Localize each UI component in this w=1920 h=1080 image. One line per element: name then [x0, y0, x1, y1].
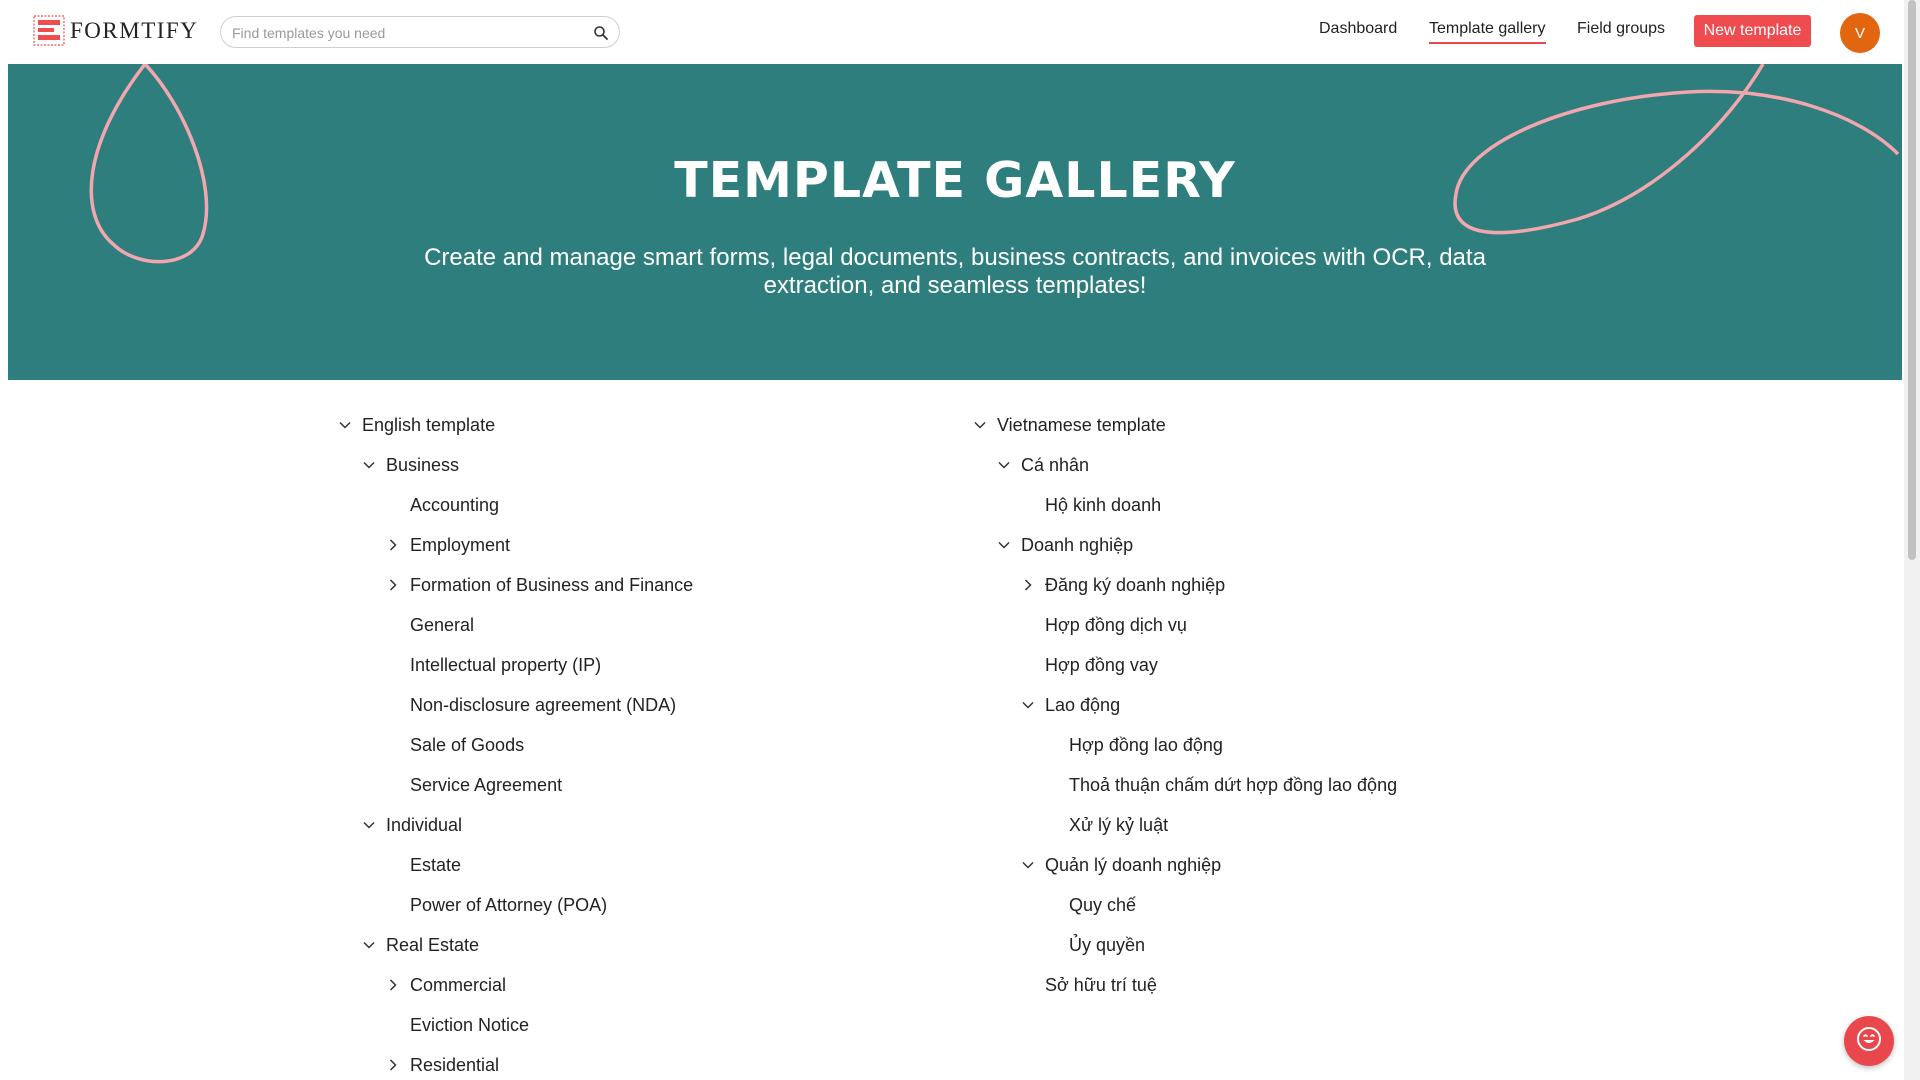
tree-item-power-of-attorney-poa[interactable]	[386, 891, 607, 919]
chevron-down-icon[interactable]	[338, 418, 352, 432]
tree-item-label: Power of Attorney (POA)	[410, 894, 608, 915]
chevron-down-icon[interactable]	[1021, 858, 1035, 872]
tree-item-label: Accounting	[410, 494, 500, 515]
tree-spacer	[1021, 658, 1035, 672]
tree-item-so-huu-tri-tue[interactable]	[1021, 971, 1157, 999]
tree-item-label: Quy chế	[1069, 894, 1137, 915]
tree-item-label: General	[410, 614, 475, 635]
tree-item-eviction-notice[interactable]	[386, 1011, 529, 1039]
tree-spacer	[1045, 818, 1059, 832]
tree-item-vietnamese-template[interactable]	[973, 411, 1166, 439]
tree-item-label: English template	[362, 414, 496, 435]
search-icon[interactable]	[593, 25, 609, 41]
tree-spacer	[386, 1018, 400, 1032]
tree-spacer	[386, 498, 400, 512]
chevron-right-icon[interactable]	[386, 538, 400, 552]
tree-item-label: Service Agreement	[410, 774, 563, 795]
tree-item-label: Hợp đồng vay	[1045, 654, 1158, 675]
tree-item-ho-kinh-doanh[interactable]	[1021, 491, 1161, 519]
tree-spacer	[386, 698, 400, 712]
tree-item-estate[interactable]	[386, 851, 461, 879]
tree-item-formation-of-business-and-finance[interactable]	[386, 571, 693, 599]
app-logo[interactable]	[33, 15, 198, 46]
tree-spacer	[1021, 618, 1035, 632]
tree-item-label: Sở hữu trí tuệ	[1045, 974, 1157, 995]
tree-spacer	[1045, 938, 1059, 952]
tree-item-general[interactable]	[386, 611, 474, 639]
tree-item-label: Individual	[386, 814, 463, 835]
tree-item-quy-che[interactable]	[1045, 891, 1136, 919]
tree-item-uy-quyen[interactable]	[1045, 931, 1145, 959]
new-template-button[interactable]: New template	[1694, 15, 1811, 47]
tree-item-label: Estate	[410, 854, 462, 875]
scrollbar-thumb[interactable]	[1908, 0, 1916, 560]
tree-item-label: Intellectual property (IP)	[410, 654, 602, 675]
tree-spacer	[1045, 738, 1059, 752]
chevron-down-icon[interactable]	[997, 458, 1011, 472]
tree-item-label: Thoả thuận chấm dứt hợp đồng lao động	[1069, 774, 1398, 795]
tree-spacer	[1045, 898, 1059, 912]
chevron-down-icon[interactable]	[362, 458, 376, 472]
top-navbar	[0, 0, 1904, 63]
tree-item-non-disclosure-agreement-nda[interactable]	[386, 691, 676, 719]
chevron-down-icon[interactable]	[362, 938, 376, 952]
tree-item-label: Xử lý kỷ luật	[1069, 814, 1169, 835]
tree-item-label: Doanh nghiệp	[1021, 534, 1134, 555]
tree-item-employment[interactable]	[386, 531, 510, 559]
tree-item-label: Sale of Goods	[410, 734, 525, 755]
tree-item-hop-dong-lao-dong[interactable]	[1045, 731, 1223, 759]
search-input[interactable]	[232, 23, 572, 43]
decorative-swirl-icon	[8, 64, 1902, 380]
tree-item-hop-dong-vay[interactable]	[1021, 651, 1158, 679]
page-title: TEMPLATE GALLERY	[674, 152, 1236, 209]
search-bar	[220, 16, 620, 48]
tree-item-label: Residential	[410, 1054, 500, 1075]
tree-spacer	[386, 778, 400, 792]
chevron-right-icon[interactable]	[386, 1058, 400, 1072]
hero-banner	[8, 64, 1902, 380]
tree-spacer	[1045, 778, 1059, 792]
tree-item-quan-ly-doanh-nghiep[interactable]	[1021, 851, 1221, 879]
tree-item-intellectual-property-ip[interactable]	[386, 651, 601, 679]
tree-item-label: Eviction Notice	[410, 1014, 530, 1035]
tree-spacer	[386, 738, 400, 752]
tree-item-label: Business	[386, 454, 460, 475]
chat-smile-icon	[1856, 1026, 1882, 1057]
tree-item-label: Lao động	[1045, 694, 1121, 715]
tree-item-business[interactable]	[362, 451, 459, 479]
nav-dashboard[interactable]: Dashboard	[1319, 20, 1398, 37]
tree-spacer	[386, 618, 400, 632]
tree-item-doanh-nghiep[interactable]	[997, 531, 1133, 559]
tree-item-label: Employment	[410, 534, 511, 555]
tree-item-label: Real Estate	[386, 934, 480, 955]
nav-template-gallery[interactable]: Template gallery	[1429, 20, 1546, 37]
tree-item-residential[interactable]	[386, 1051, 499, 1079]
tree-item-label: Cá nhân	[1021, 454, 1090, 475]
tree-spacer	[1021, 498, 1035, 512]
tree-item-sale-of-goods[interactable]	[386, 731, 524, 759]
tree-item-label: Hợp đồng lao động	[1069, 734, 1223, 755]
tree-item-label: Đăng ký doanh nghiệp	[1045, 574, 1226, 595]
tree-spacer	[386, 898, 400, 912]
chevron-down-icon[interactable]	[362, 818, 376, 832]
chevron-down-icon[interactable]	[997, 538, 1011, 552]
tree-item-label: Hợp đồng dịch vụ	[1045, 614, 1187, 635]
page-scrollbar[interactable]	[1904, 0, 1920, 1080]
tree-item-label: Quản lý doanh nghiệp	[1045, 854, 1222, 875]
tree-spacer	[386, 858, 400, 872]
formtify-logo-icon	[33, 15, 65, 46]
tree-item-service-agreement[interactable]	[386, 771, 562, 799]
tree-spacer	[1021, 978, 1035, 992]
chevron-down-icon[interactable]	[1021, 698, 1035, 712]
nav-field-groups[interactable]: Field groups	[1577, 20, 1666, 37]
app-name: FORMTIFY	[70, 17, 199, 43]
chevron-down-icon[interactable]	[973, 418, 987, 432]
page-subtitle: Create and manage smart forms, legal documents, business contracts, and invoices with OCR, data extraction, and seamless templates!	[424, 244, 1486, 299]
tree-item-english-template[interactable]	[338, 411, 495, 439]
tree-item-commercial[interactable]	[386, 971, 506, 999]
tree-item-label: Formation of Business and Finance	[410, 574, 694, 595]
tree-item-hop-dong-dich-vu[interactable]	[1021, 611, 1187, 639]
tree-item-accounting[interactable]	[386, 491, 499, 519]
chevron-right-icon[interactable]	[1021, 578, 1035, 592]
tree-item-label: Ủy quyền	[1069, 934, 1146, 955]
tree-item-dang-ky-doanh-nghiep[interactable]	[1021, 571, 1225, 599]
tree-item-ca-nhan[interactable]	[997, 451, 1089, 479]
chevron-right-icon[interactable]	[386, 978, 400, 992]
tree-item-individual[interactable]	[362, 811, 462, 839]
tree-item-lao-dong[interactable]	[1021, 691, 1120, 719]
tree-item-label: Vietnamese template	[997, 414, 1166, 435]
tree-item-label: Non-disclosure agreement (NDA)	[410, 694, 677, 715]
chevron-right-icon[interactable]	[386, 578, 400, 592]
chat-support-button[interactable]	[1844, 1016, 1894, 1066]
user-avatar[interactable]: V	[1840, 13, 1880, 53]
tree-item-xu-ly-ky-luat[interactable]	[1045, 811, 1168, 839]
tree-item-label: Hộ kinh doanh	[1045, 494, 1162, 515]
tree-spacer	[386, 658, 400, 672]
tree-item-real-estate[interactable]	[362, 931, 479, 959]
tree-item-label: Commercial	[410, 974, 507, 995]
tree-item-thoa-thuan-cham-dut-hop-dong-lao-dong[interactable]	[1045, 771, 1397, 799]
